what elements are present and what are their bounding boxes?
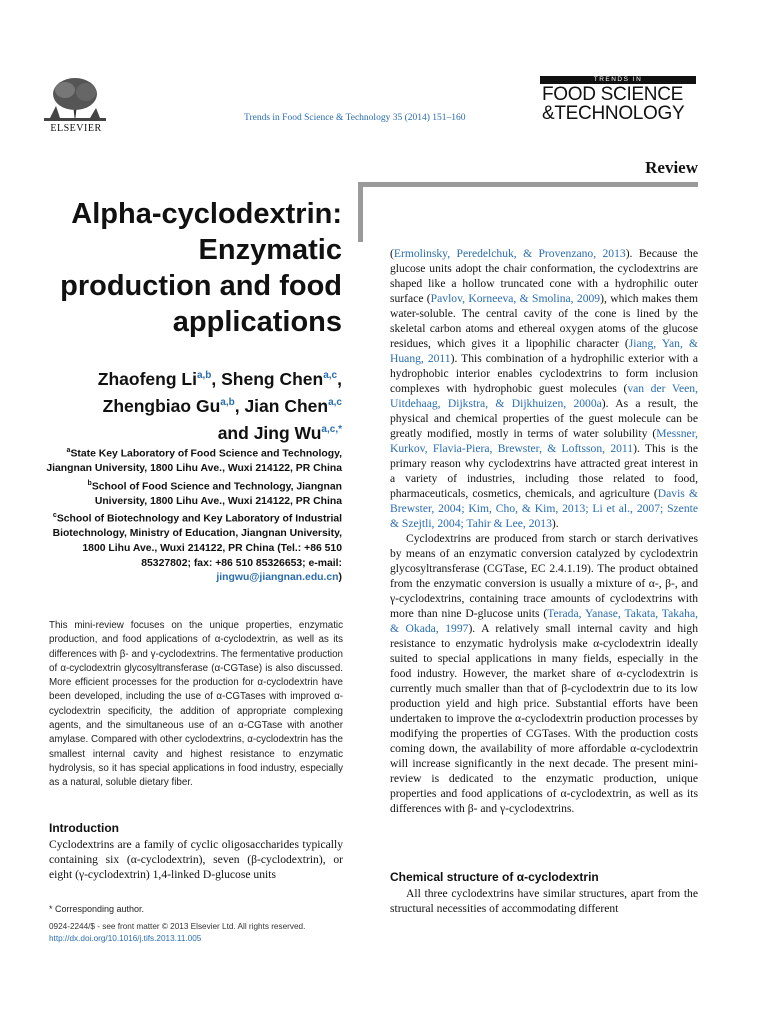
- author-affil-sup[interactable]: a,c: [328, 396, 342, 408]
- section-rule: [358, 182, 698, 187]
- affiliation-c: $^c$School of Biotechnology and Key Laboratory of Industrial Biotechnology, Ministry of Education, Jiangnan University, 1800 Lihu Ave., Wuxi 214122, PR China (Tel.: +86 510 85327802; fax: +86 510 85326653; e-mail: jingwu@jiangnan.edu.cn): [52, 512, 342, 584]
- affiliation-a: $^a$State Key Laboratory of Food Science and Technology, Jiangnan University, 1800 Lihu Ave., Wuxi 214122, PR China: [46, 447, 342, 475]
- chem-heading: Chemical structure of α-cyclodextrin: [390, 870, 599, 884]
- journal-logo-top: TRENDS IN: [593, 76, 643, 83]
- publisher-name: ELSEVIER: [50, 123, 102, 134]
- journal-logo-line2: &TECHNOLOGY: [542, 103, 685, 124]
- author-list: Zhaofeng Li$^{a,b}$, Sheng Chen$^{a,c}$, Zhengbiao Gu$^{a,b}$, Jian Chen$^{a,c}$ and Jing $Wu^{a,c,*}$: [97, 368, 342, 443]
- intro-text: Cyclodextrins are a family of cyclic oligosaccharides typically containing six (α-cyclodextrin), seven (β-cyclodextrin), or eight (γ-cyclodextrin) 1,4-linked D-glucose units: [49, 838, 343, 881]
- journal-citation[interactable]: Trends in Food Science & Technology 35 (2014) 151–160: [244, 113, 466, 123]
- chem-text: All three cyclodextrins have similar structures, apart from the structural necessities of accommodating different: [390, 887, 698, 915]
- paragraph: (Ermolinsky, Peredelchuk, & Provenzano, 2013). Because the glucose units adopt the chair conformation, the cyclodextrins are shaped like a hollow truncated cone with a hydrophilic outer surface (Pavlov, Korneeva, & Smolina, 2009), which makes them water-soluble. The central cavity of the cone is lined by the skeletal carbon atoms and ethereal oxygen atoms of the glucose residues, which gives it a lipophilic character (Jiang, Yan, & Huang, 2011). This combination of a hydrophilic exterior with a hydrophobic interior enables cyclodextrins to form inclusion complexes with hydrophobic guest molecules (van der Veen, Uitdehaag, Dijkstra, & Dijkhuizen, 2000a). As a result, the physical and chemical properties of the guest molecule can be greatly modified, mostly in terms of water solubility (Messner, Kurkov, Flavia-Piera, Brewster, & Loftsson, 2011). This is the primary reason why cyclodextrins have attracted great interest in a variety of industries, including those related to food, pharmaceuticals, cosmetics, chemicals, and agriculture (Davis & Brewster, 2004; Kim, Cho, & Kim, 2013; Li et al., 2007; Szente & Szejtli, 2004; Tahir & Lee, 2013).: [390, 247, 699, 530]
- doi-link[interactable]: http://dx.doi.org/10.1016/j.tifs.2013.11.005: [49, 934, 202, 943]
- intro-heading: Introduction: [49, 821, 119, 835]
- journal-logo: [540, 76, 696, 128]
- corresponding-footnote: * Corresponding author.: [49, 904, 145, 914]
- issn-line: 0924-2244/$ - see front matter © 2013 Elsevier Ltd. All rights reserved.: [49, 922, 306, 931]
- abstract: This mini-review focuses on the unique properties, enzymatic production, and food applications of α-cyclodextrin, as well as its differences with β- and γ-cyclodextrins. The fermentative production of α-cyclodextrin glycosyltransferase (α-CGTase) is also discussed. More efficient processes for the production for α-cyclodextrin have been developed, including the use of α-CGTases with improved α-cyclodextrin specificity, the addition of appropriate complexing agents, and the simultaneous use of an α-CGTase with another amylase. Compared with other cyclodextrins, α-cyclodextrin has the smallest internal cavity and highest resistance to enzymatic hydrolysis, so it has special applications in food industry, especially as a natural, soluble dietary fiber.: [49, 620, 343, 789]
- author-affil-sup[interactable]: a,b: [196, 370, 212, 381]
- column-rule: [358, 182, 363, 242]
- paragraph: Cyclodextrins are produced from starch or starch derivatives by means of an enzymatic conversion catalyzed by cyclodextrin glycosyltransferase (CGTase, EC 2.4.1.19). The product obtained from the enzymatic conversion is usually a mixture of α-, β-, and γ-cyclodextrins, containing trace amounts of cyclodextrins with more than nine D-glucose units (Terada, Yanase, Takata, Takaha, & Okada, 1997). A relatively small internal cavity and high resistance to enzymatic hydrolysis make α-cyclodextrin ideally suited to special applications in many fields, especially in the food industry. However, the market share of α-cyclodextrin is currently much smaller than that of β-cyclodextrin due to its low production yield and high price. Substantial efforts have been undertaken to improve the α-cyclodextrin production processes by modifying the properties of CGTases. With the production costs coming down, the availability of more affordable α-cyclodextrin will increase significantly in the next decade. The present mini-review is dedicated to the enzymatic production, unique properties and food applications of α-cyclodextrin, as well as its differences with β- and γ-cyclodextrins.: [390, 532, 698, 815]
- citation-link[interactable]: Ermolinsky, Peredelchuk, & Provenzano, 2013: [393, 247, 626, 260]
- author-name: Jian Chen: [244, 395, 329, 416]
- article-title: Alpha-cyclodextrin: Enzymatic production and food applications: [60, 198, 342, 338]
- citation-link[interactable]: Pavlov, Korneeva, & Smolina, 2009: [430, 292, 601, 305]
- citation-link[interactable]: van der Veen, Uitdehaag, Dijkstra, & Dijkhuizen, 2000a: [390, 382, 698, 410]
- affiliations: [40, 444, 342, 586]
- author-affil-sup[interactable]: a,c,*: [321, 423, 342, 435]
- author-affil-sup[interactable]: a,b: [220, 396, 235, 408]
- affiliation-b: $^b$School of Food Science and Technology, Jiangnan University, 1800 Lihu Ave., Wuxi 214122, PR China: [87, 479, 342, 507]
- author-name: Jing Wu: [253, 422, 322, 443]
- section-label: Review: [645, 158, 698, 177]
- citation-link[interactable]: Davis & Brewster, 2004; Kim, Cho, & Kim, 2013; Li et al., 2007; Szente & Szejtli, 2004; Tahir & Lee, 2013: [390, 487, 698, 530]
- author-name: Sheng Chen: [221, 368, 324, 389]
- author-name: Zhengbiao Gu: [102, 395, 221, 416]
- email-link[interactable]: jingwu@jiangnan.edu.cn: [216, 572, 339, 584]
- citation-link[interactable]: Terada, Yanase, Takata, Takaha, & Okada, 1997: [390, 607, 698, 635]
- author-affil-sup[interactable]: a,c: [323, 370, 338, 381]
- journal-logo-line1: FOOD SCIENCE: [542, 84, 684, 105]
- right-column-text: [390, 246, 698, 816]
- elsevier-tree-logo: [40, 74, 110, 130]
- author-name: Zhaofeng Li: [97, 368, 197, 389]
- citation-link[interactable]: Jiang, Yan, & Huang, 2011: [390, 337, 698, 365]
- citation-link[interactable]: Messner, Kurkov, Flavia-Piera, Brewster, & Loftsson, 2011: [390, 427, 698, 455]
